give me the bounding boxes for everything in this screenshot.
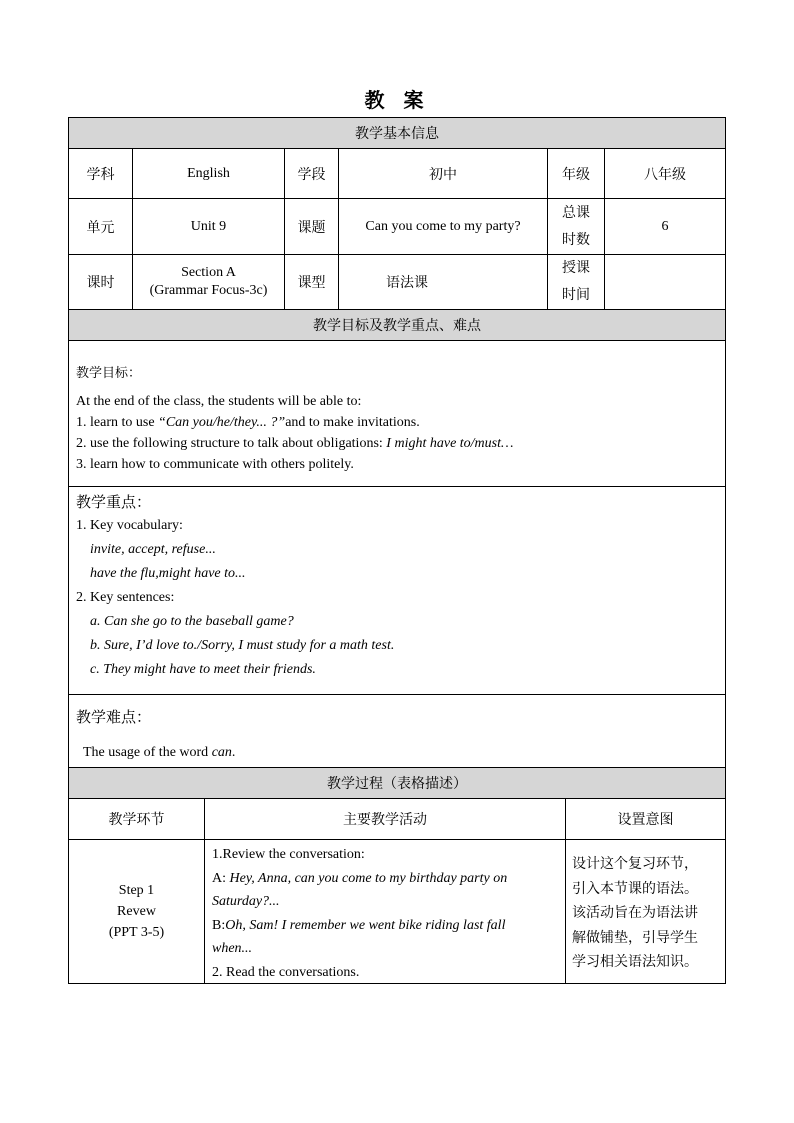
process-header: 教学过程（表格描述）	[327, 776, 467, 792]
basic-info-header: 教学基本信息	[355, 126, 439, 142]
period-value-line2: (Grammar Focus-3c)	[149, 283, 268, 298]
difficulty-title: 教学难点：	[76, 708, 152, 726]
total-hours-value: 6	[661, 218, 669, 234]
sentence-c: c. They might have to meet their friends.	[90, 662, 316, 677]
process-col-activity: 主要教学活动	[343, 812, 427, 828]
objectives-list	[76, 391, 513, 475]
objectives-intro: At the end of the class, the students will be able to:	[76, 394, 362, 409]
stage-value: 初中	[429, 166, 457, 183]
period-label: 课时	[86, 275, 115, 291]
grade-label: 年级	[562, 166, 590, 183]
activity-line-4: B:Oh, Sam! I remember we went bike riding last fall	[212, 917, 506, 933]
unit-value: Unit 9	[190, 218, 227, 234]
vocab-line-1: invite, accept, refuse...	[90, 542, 216, 557]
objectives-header: 教学目标及教学重点、难点	[313, 318, 481, 334]
intent-line-1: 设计这个复习环节，	[572, 856, 698, 872]
activity-line-6: 2. Read the conversations.	[212, 964, 360, 980]
objective-item-2: 2. use the following structure to talk about obligations: I might have to/must…	[76, 436, 514, 451]
type-label: 课型	[297, 275, 326, 291]
intent-line-3: 该活动旨在为语法讲	[572, 905, 698, 921]
total-hours-label	[548, 199, 604, 254]
total-hours-label-line1: 总课	[562, 204, 590, 221]
step-cell	[69, 840, 204, 983]
subject-label: 学科	[86, 166, 115, 183]
intent-line-2: 引入本节课的语法。	[572, 880, 698, 897]
sentence-b: b. Sure, I’d love to./Sorry, I must study for a math test.	[90, 638, 395, 653]
vocab-line-2: have the flu,might have to...	[90, 566, 246, 581]
topic-label: 课题	[297, 219, 326, 236]
objective-item-1: 1. learn to use “Can you/he/they... ?”and to make invitations.	[76, 415, 420, 430]
difficulty-text: The usage of the word can.	[83, 745, 236, 760]
total-hours-label-line2: 时数	[562, 231, 590, 248]
type-value: 语法课	[386, 275, 428, 291]
period-value-line1: Section A	[181, 265, 236, 280]
key-points-list	[76, 514, 394, 682]
teaching-time-label	[548, 255, 604, 309]
teaching-time-label-line1: 授课	[562, 260, 590, 276]
sentences-title: 2. Key sentences:	[76, 590, 175, 605]
activity-cell	[212, 843, 562, 984]
intent-line-5: 学习相关语法知识。	[572, 954, 698, 970]
intent-line-4: 解做铺垫，引导学生	[572, 929, 698, 946]
step-line-3: (PPT 3-5)	[108, 925, 165, 940]
teaching-time-value	[605, 255, 725, 309]
step-line-2: Revew	[117, 904, 156, 919]
activity-line-3: Saturday?...	[212, 894, 280, 909]
unit-label: 单元	[86, 219, 115, 236]
period-value	[133, 255, 284, 309]
stage-label: 学段	[297, 166, 326, 183]
activity-line-1: 1.Review the conversation:	[212, 847, 365, 862]
process-col-intent: 设置意图	[617, 812, 674, 828]
key-points-title: 教学重点：	[76, 493, 152, 511]
intent-cell	[572, 852, 722, 975]
activity-line-5: when...	[212, 941, 253, 956]
topic-value: Can you come to my party?	[365, 218, 521, 234]
step-line-1: Step 1	[118, 883, 155, 898]
objective-item-3: 3. learn how to communicate with others politely.	[76, 457, 354, 472]
goal-title: 教学目标：	[76, 366, 142, 381]
document-title: 教 案	[364, 88, 430, 112]
teaching-time-label-line2: 时间	[562, 287, 590, 303]
vocab-title: 1. Key vocabulary:	[76, 518, 183, 533]
subject-value: English	[187, 165, 230, 181]
grade-value: 八年级	[644, 166, 686, 183]
activity-line-2: A: Hey, Anna, can you come to my birthday party on	[212, 870, 508, 886]
process-col-step: 教学环节	[108, 812, 165, 828]
sentence-a: a. Can she go to the baseball game?	[90, 614, 294, 629]
